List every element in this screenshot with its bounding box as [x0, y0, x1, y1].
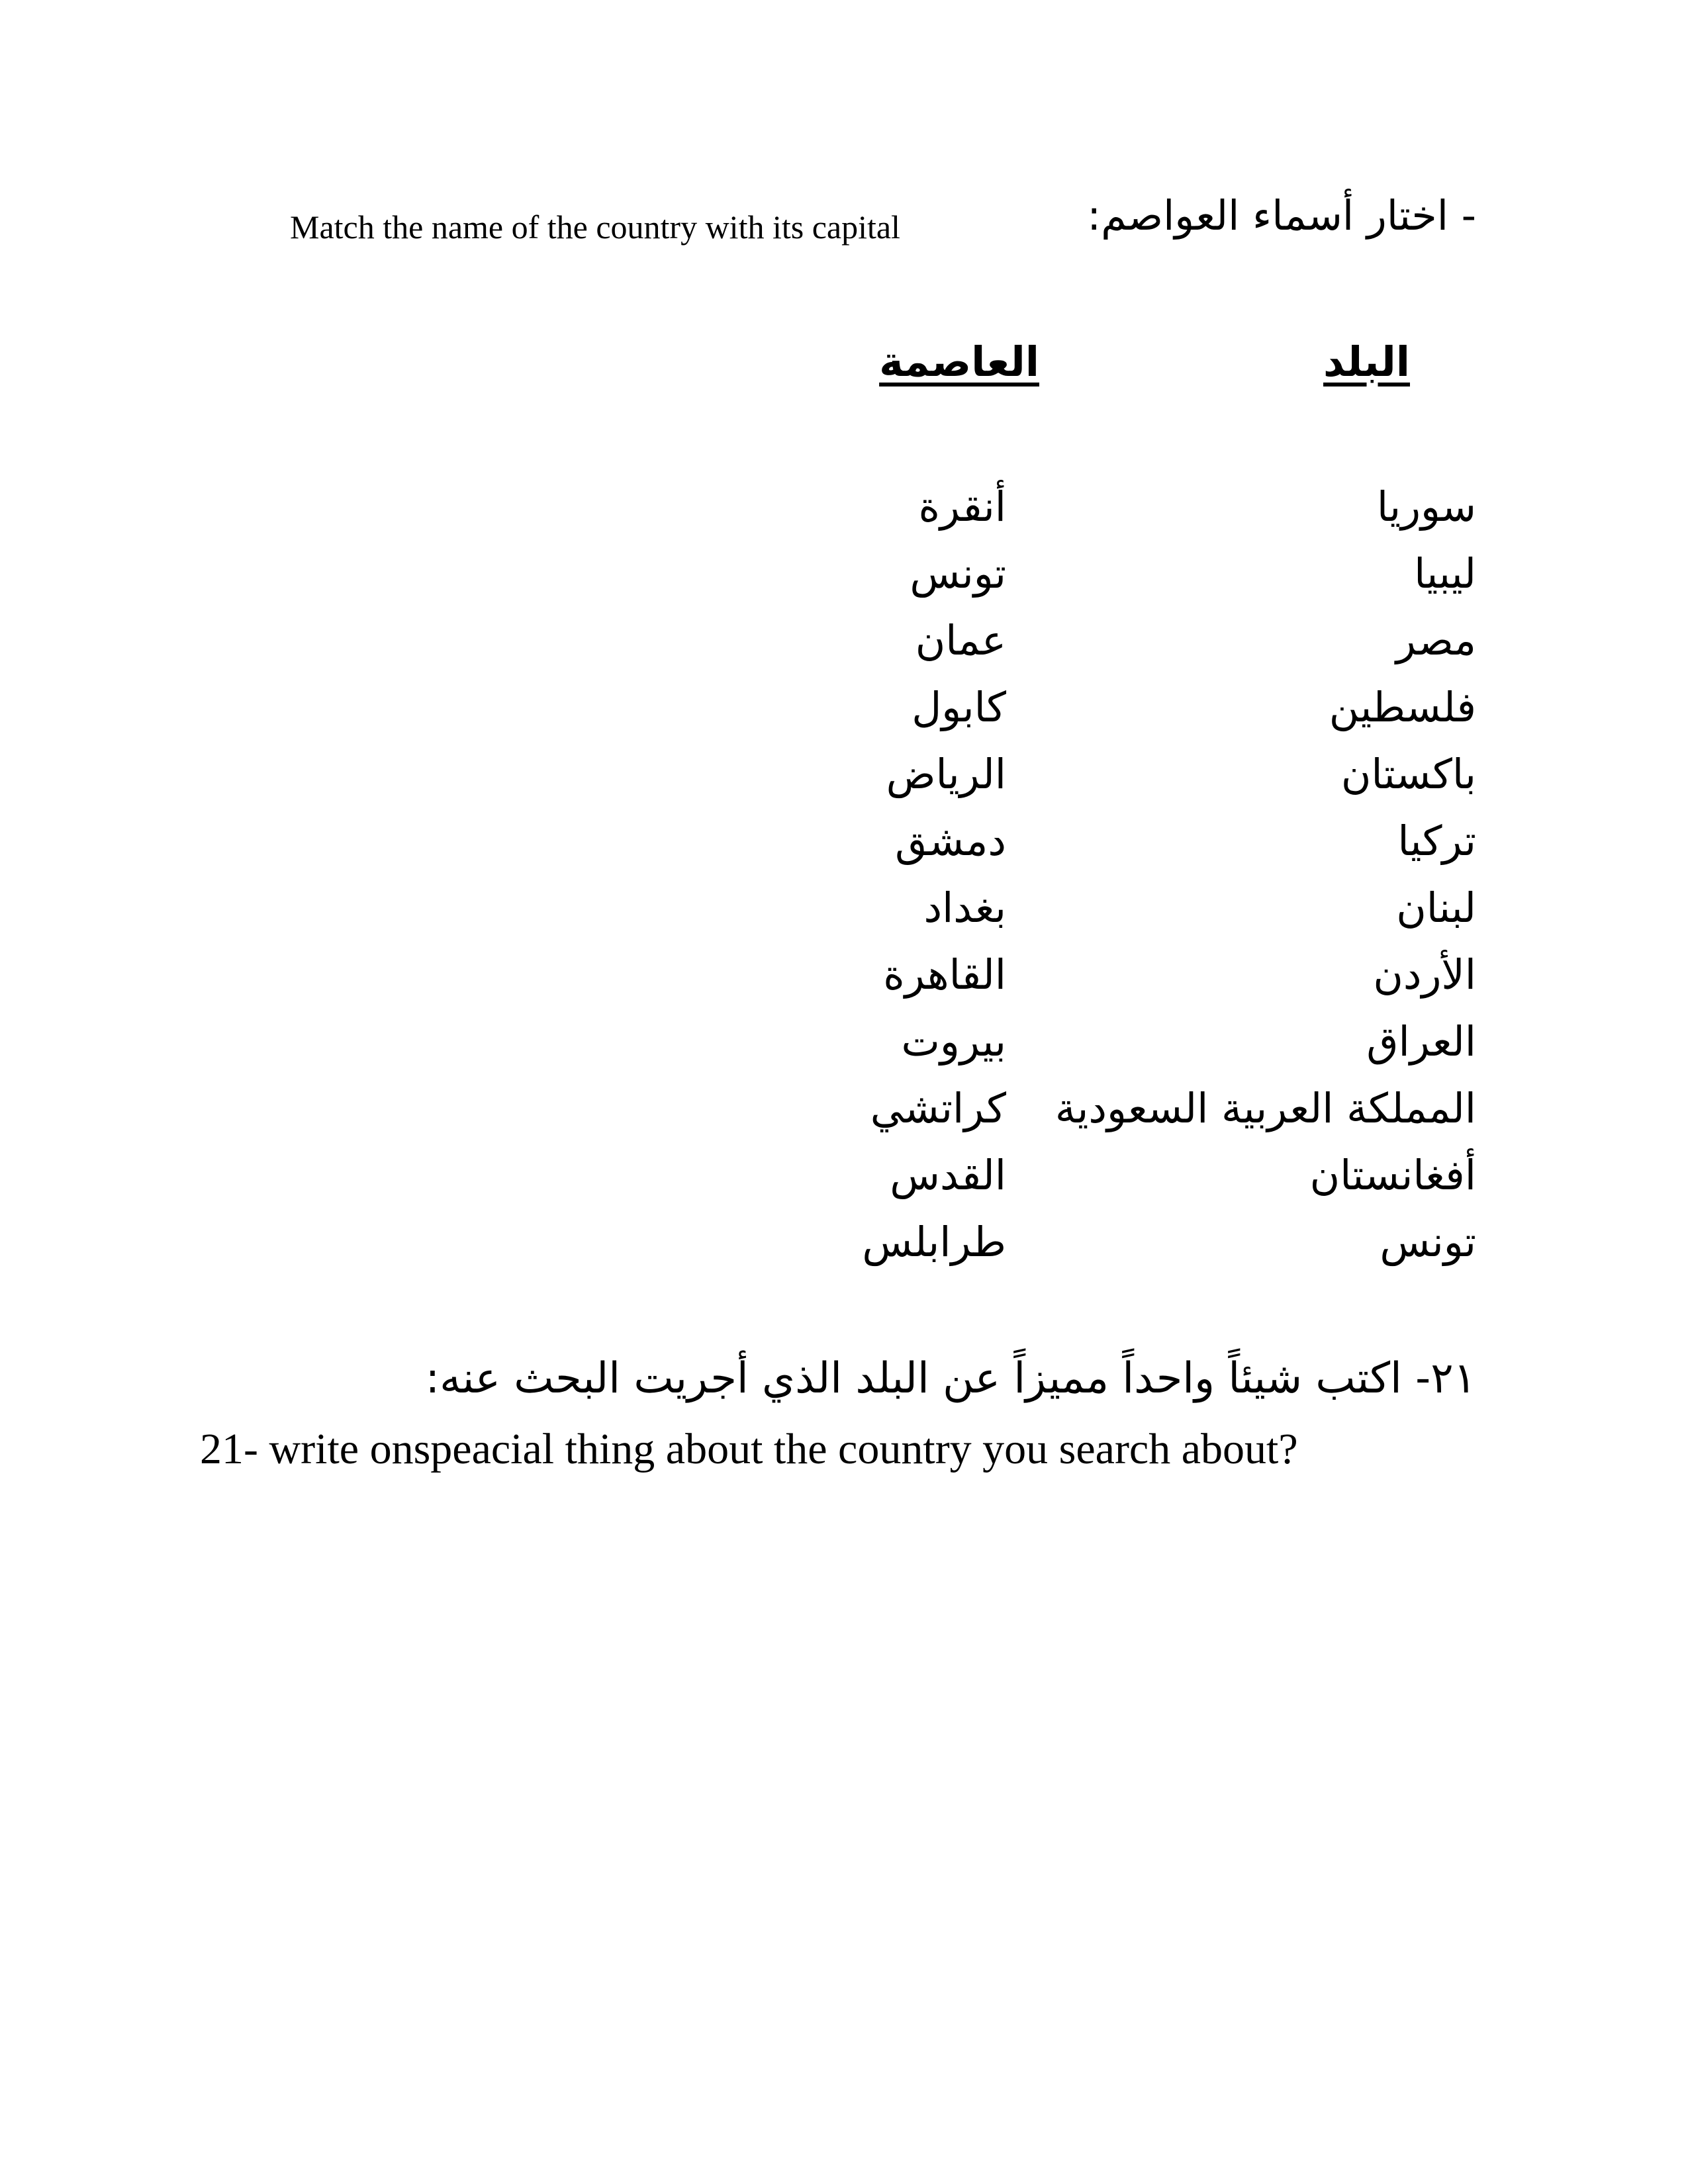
instruction-english: Match the name of the country with its capital [290, 208, 900, 246]
country-list [1055, 473, 1476, 1275]
capital-item: كراتشي [870, 1084, 1006, 1132]
instruction-arabic: - اختار أسماء العواصم: [1087, 191, 1476, 240]
capital-item: بيروت [901, 1017, 1006, 1066]
country-item: فلسطين [1329, 683, 1476, 731]
country-item: تونس [1380, 1218, 1476, 1266]
country-item: لبنان [1396, 884, 1476, 932]
capital-item: بغداد [923, 884, 1006, 932]
country-item: تركيا [1397, 817, 1476, 865]
capital-item: القاهرة [883, 950, 1006, 999]
capital-item: عمان [915, 616, 1006, 664]
capital-item: كابول [912, 683, 1006, 731]
capital-item: القدس [890, 1151, 1006, 1199]
header-capital: العاصمة [879, 338, 1039, 386]
country-item: باكستان [1340, 750, 1476, 798]
country-item: الأردن [1373, 950, 1476, 999]
question-21-arabic: ٢١- اكتب شيئاً واحداً مميزاً عن البلد الذي أجريت البحث عنه: [425, 1354, 1476, 1403]
country-item: مصر [1395, 616, 1476, 664]
question-21-english: 21- write onspeacial thing about the country you search about? [200, 1425, 1298, 1473]
capital-item: أنقرة [918, 482, 1006, 531]
capital-item: دمشق [895, 817, 1006, 865]
capital-item: تونس [910, 549, 1006, 598]
country-item: المملكة العربية السعودية [1055, 1084, 1476, 1132]
country-item: العراق [1366, 1017, 1476, 1066]
country-item: سوريا [1376, 482, 1476, 531]
header-country: البلد [1323, 338, 1410, 386]
country-item: ليبيا [1414, 549, 1476, 598]
capital-item: الرياض [886, 750, 1006, 798]
capital-item: طرابلس [862, 1218, 1006, 1266]
capital-list [862, 473, 1006, 1275]
country-item: أفغانستان [1309, 1151, 1476, 1199]
